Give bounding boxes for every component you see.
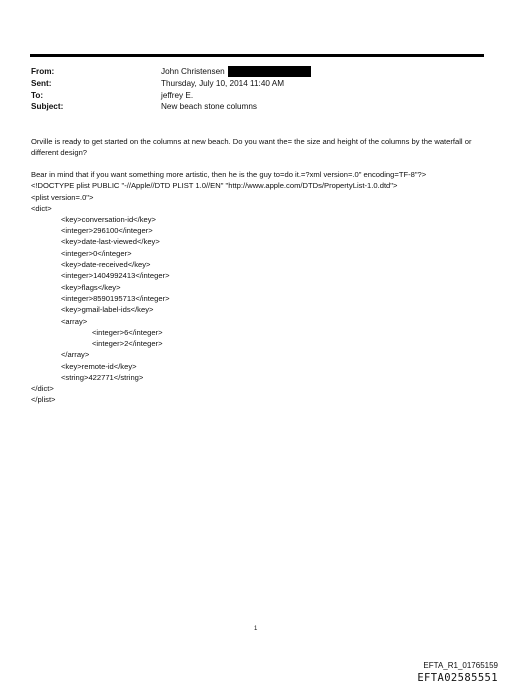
bates-number-primary: EFTA_R1_01765159: [423, 661, 498, 670]
sent-value: Thursday, July 10, 2014 11:40 AM: [161, 79, 285, 88]
code-line: </dict>: [31, 384, 54, 393]
to-label: To:: [31, 91, 44, 100]
to-value: jeffrey E.: [161, 91, 194, 100]
code-line: <integer>2</integer>: [92, 339, 163, 348]
code-line: <integer>296100</integer>: [61, 226, 153, 235]
code-line: <integer>6</integer>: [92, 328, 163, 337]
code-line: </array>: [61, 350, 90, 359]
code-line: <dict>: [31, 204, 52, 213]
code-line: <key>date-received</key>: [61, 260, 151, 269]
code-line: <array>: [61, 317, 88, 326]
code-line: </plist>: [31, 395, 56, 404]
code-line: <plist version=.0">: [31, 193, 94, 202]
code-line: <key>gmail-label-ids</key>: [61, 305, 154, 314]
code-line: <string>422771</string>: [61, 373, 144, 382]
bates-number-secondary: EFTA02585551: [417, 672, 498, 684]
redaction-box: [228, 66, 311, 77]
sent-label: Sent:: [31, 79, 52, 88]
from-value: John Christensen: [161, 67, 225, 76]
from-label: From:: [31, 67, 55, 76]
code-line: <key>remote-id</key>: [61, 362, 137, 371]
subject-value: New beach stone columns: [161, 102, 258, 111]
code-line: <integer>8590195713</integer>: [61, 294, 170, 303]
body-paragraph-1: Orville is ready to get started on the columns at new beach. Do you want the= the size and height of the columns by the waterfall or different design?: [31, 137, 472, 158]
body-paragraph-2: Bear in mind that if you want something more artistic, then he is the guy to=do it.=?xml version=.0" encoding=TF-8"?>: [31, 170, 427, 179]
code-line: <key>date-last-viewed</key>: [61, 237, 160, 246]
code-line: <integer>0</integer>: [61, 249, 132, 258]
code-line: <integer>1404992413</integer>: [61, 271, 170, 280]
code-line: <key>flags</key>: [61, 283, 121, 292]
code-line: <!DOCTYPE plist PUBLIC "-//Apple//DTD PLIST 1.0//EN" "http://www.apple.com/DTDs/PropertyList-1.0.dtd">: [31, 181, 398, 190]
header-rule: [30, 54, 484, 57]
code-line: <key>conversation-id</key>: [61, 215, 156, 224]
page-number: 1: [254, 626, 258, 632]
subject-label: Subject:: [31, 102, 64, 111]
